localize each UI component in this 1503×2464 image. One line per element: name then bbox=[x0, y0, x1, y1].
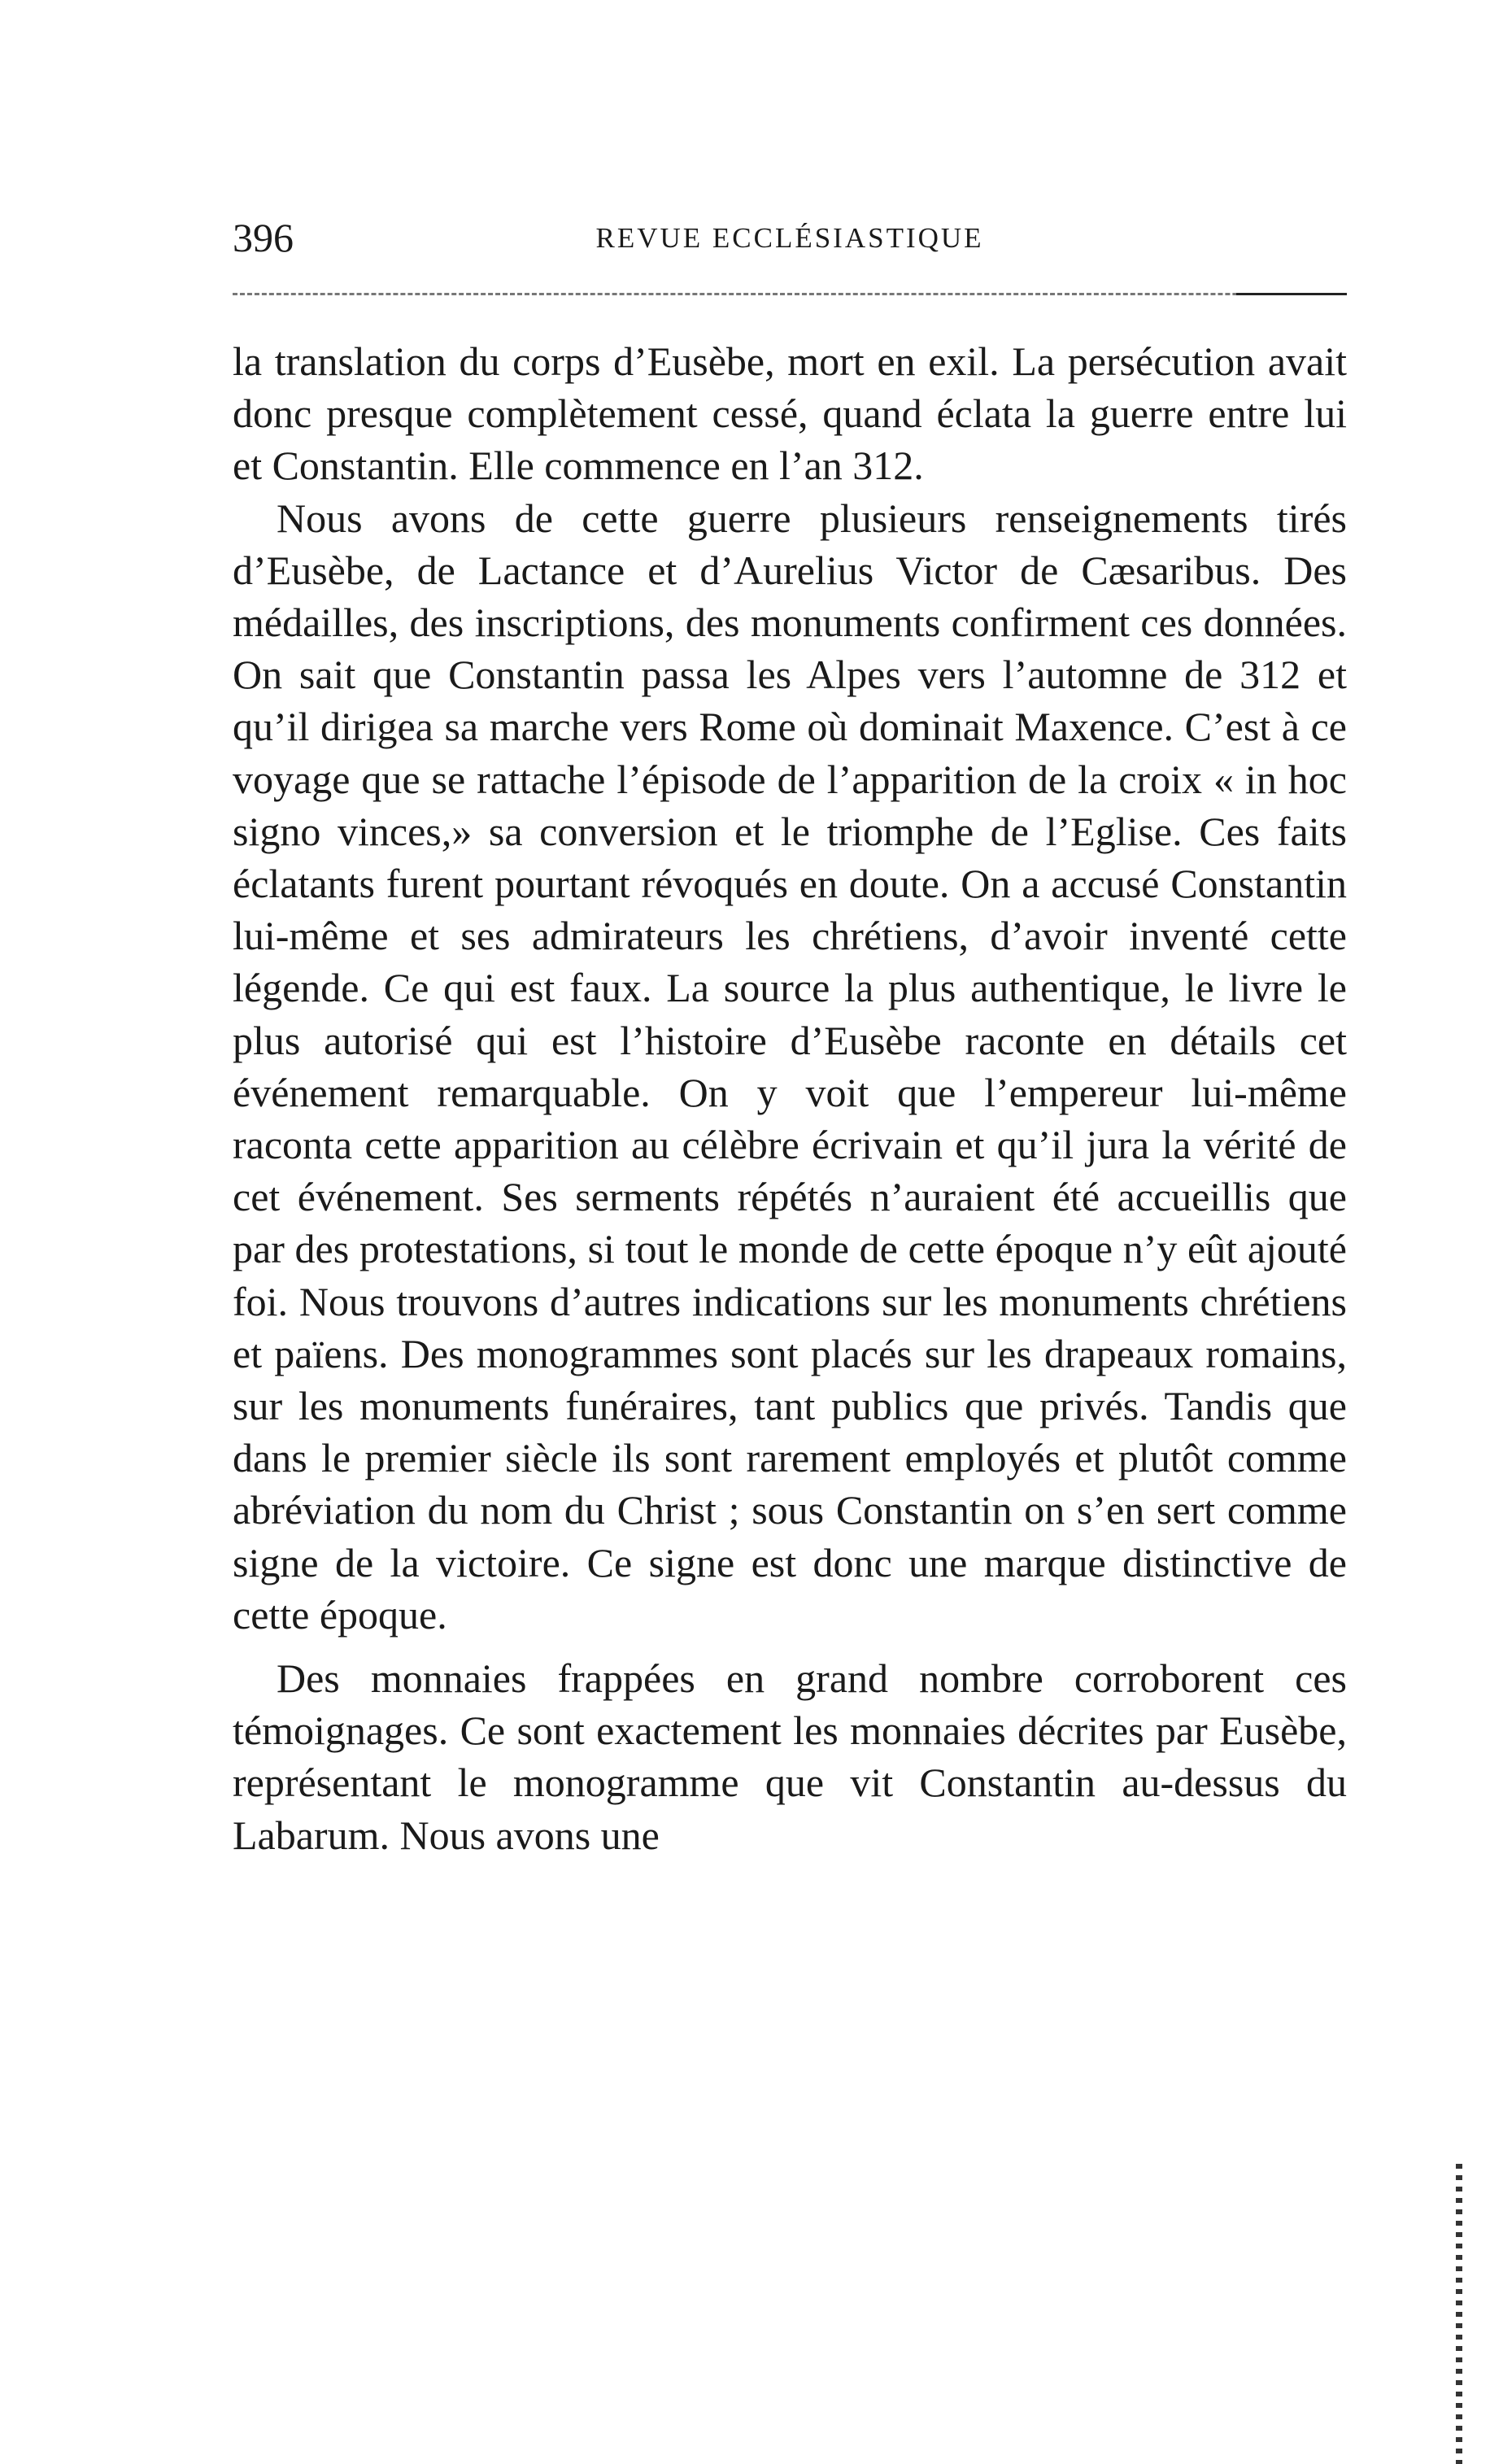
page-header bbox=[233, 213, 1347, 262]
page-number: 396 bbox=[233, 215, 294, 260]
header-rule bbox=[233, 293, 1347, 295]
scan-edge-mark bbox=[1456, 2164, 1462, 2464]
paragraph-1: la translation du corps d’Eusèbe, mort en exil. La persécution avait donc presque complètement cessé, quand éclata la guerre entre lui et Constantin. Elle commence en l’an 312. bbox=[233, 338, 1347, 489]
header-rule-end bbox=[1236, 293, 1347, 295]
paragraph-2: Nous avons de cette guerre plusieurs renseignements tirés d’Eusèbe, de Lactance et d’Aurelius Victor de Cæsaribus. Des médailles, des inscriptions, des monuments confirment ces données. On sait que Constantin passa les Alpes vers l’automne de 312 et qu’il dirigea sa marche vers Rome où dominait Maxence. C’est à ce voyage que se rattache l’épisode de l’apparition de la croix « in hoc signo vinces,» sa conversion et le triomphe de l’Eglise. Ces faits éclatants furent pourtant révoqués en doute. On a accusé Constantin lui-même et ses admirateurs les chrétiens, d’avoir inventé cette légende. Ce qui est faux. La source la plus authentique, le livre le plus autorisé qui est l’histoire d’Eusèbe raconte en détails cet événement remarquable. On y voit que l’empereur lui-même raconta cette apparition au célèbre écrivain et qu’il jura la vérité de cet événement. Ses serments répétés n’auraient été accueillis que par des protestations, si tout le monde de cette époque n’y eût ajouté foi. Nous trouvons d’autres indications sur les monuments chrétiens et païens. Des monogrammes sont placés sur les drapeaux romains, sur les monuments funéraires, tant publics que privés. Tandis que dans le premier siècle ils sont rarement employés et plutôt comme abréviation du nom du Christ ; sous Constantin on s’en sert comme signe de la victoire. Ce signe est donc une marque distinctive de cette époque. bbox=[233, 495, 1347, 1638]
paragraph-3: Des monnaies frappées en grand nombre corroborent ces témoignages. Ce sont exactement les monnaies décrites par Eusèbe, représentant le monogramme que vit Constantin au-dessus du Labarum. Nous avons une bbox=[233, 1655, 1347, 1858]
body-text bbox=[233, 335, 1347, 1861]
running-title: REVUE ECCLÉSIASTIQUE bbox=[595, 222, 984, 254]
